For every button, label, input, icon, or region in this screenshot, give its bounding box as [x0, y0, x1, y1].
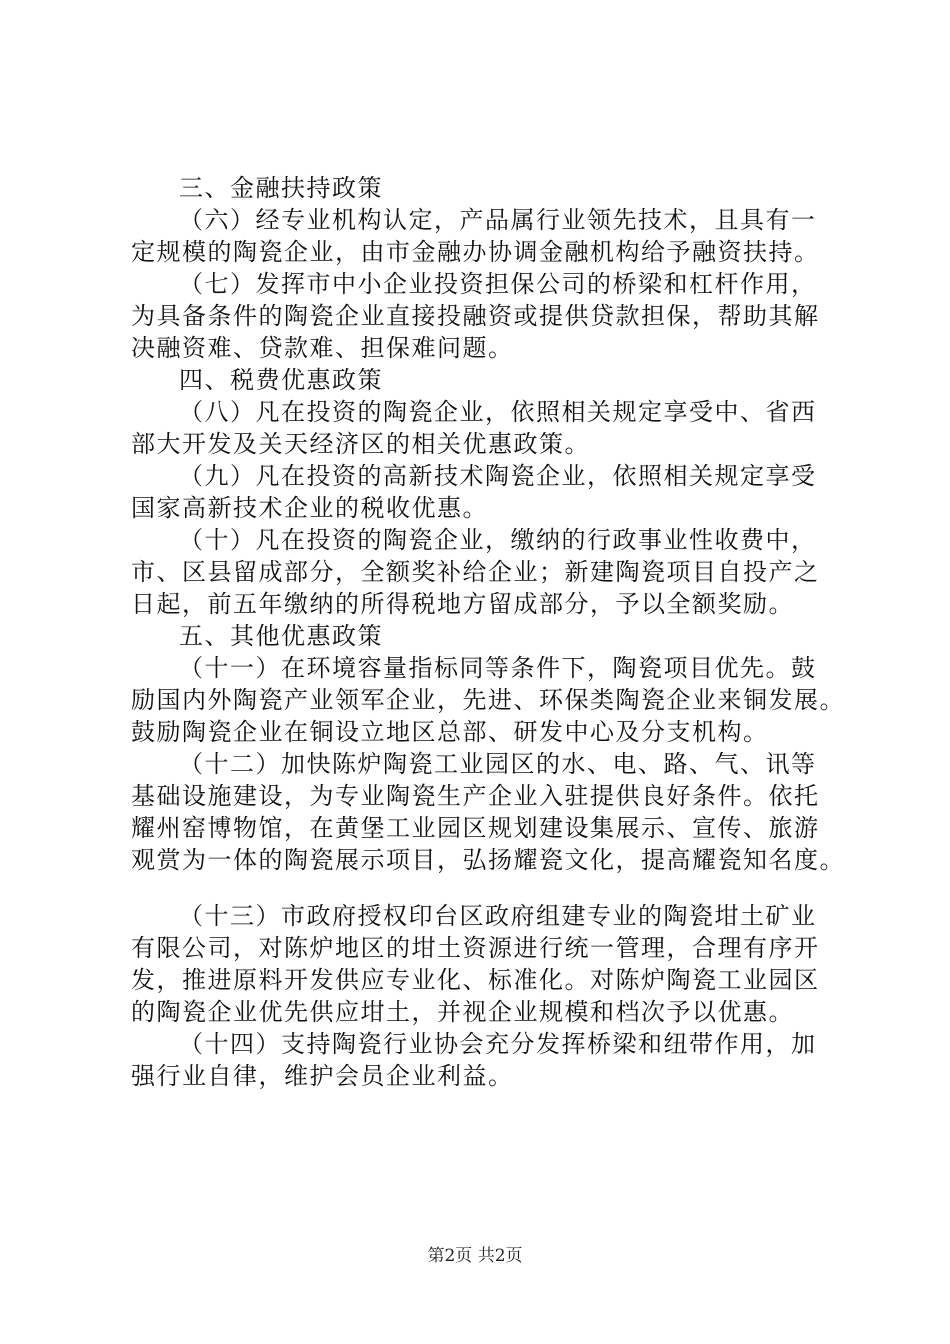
- paragraph-line: 定规模的陶瓷企业，由市金融办协调金融机构给予融资扶持。: [131, 238, 820, 266]
- paragraph-line: 发，推进原料开发供应专业化、标准化。对陈炉陶瓷工业园区: [131, 966, 820, 994]
- page-number-footer: 第2页 共2页: [427, 1246, 523, 1266]
- paragraph-line: （十四）支持陶瓷行业协会充分发挥桥梁和纽带作用，加: [179, 1030, 817, 1058]
- paragraph-line: 鼓励陶瓷企业在铜设立地区总部、研发中心及分支机构。: [131, 718, 769, 746]
- paragraph-line: （十）凡在投资的陶瓷企业，缴纳的行政事业性收费中，: [179, 526, 817, 554]
- paragraph-line: 日起，前五年缴纳的所得税地方留成部分，予以全额奖励。: [131, 590, 794, 618]
- paragraph-line: 有限公司，对陈炉地区的坩土资源进行统一管理，合理有序开: [131, 934, 820, 962]
- paragraph-line: 的陶瓷企业优先供应坩土，并视企业规模和档次予以优惠。: [131, 998, 794, 1026]
- paragraph-line: （十一）在环境容量指标同等条件下，陶瓷项目优先。鼓: [179, 654, 817, 682]
- paragraph-gap: [131, 876, 831, 900]
- paragraph-line: （八）凡在投资的陶瓷企业，依照相关规定享受中、省西: [179, 398, 817, 426]
- paragraph-line: 强行业自律，维护会员企业利益。: [131, 1062, 514, 1090]
- paragraph-line: （六）经专业机构认定，产品属行业领先技术，且具有一: [179, 206, 817, 234]
- paragraph-line: 国家高新技术企业的税收优惠。: [131, 494, 488, 522]
- paragraph-line: 市、区县留成部分，全额奖补给企业；新建陶瓷项目自投产之: [131, 558, 820, 586]
- paragraph-line: （九）凡在投资的高新技术陶瓷企业，依照相关规定享受: [179, 462, 817, 490]
- paragraph-line: （十二）加快陈炉陶瓷工业园区的水、电、路、气、讯等: [179, 750, 817, 778]
- paragraph-line: （十三）市政府授权印台区政府组建专业的陶瓷坩土矿业: [179, 902, 817, 930]
- paragraph-line: 为具备条件的陶瓷企业直接投融资或提供贷款担保，帮助其解: [131, 302, 820, 330]
- document-body: [131, 172, 845, 1092]
- paragraph-line: 部大开发及关天经济区的相关优惠政策。: [131, 430, 590, 458]
- section-heading-other: 五、其他优惠政策: [179, 622, 383, 650]
- section-heading-tax: 四、税费优惠政策: [179, 366, 383, 394]
- paragraph-line: 观赏为一体的陶瓷展示项目，弘扬耀瓷文化，提高耀瓷知名度。: [131, 846, 845, 874]
- section-heading-finance: 三、金融扶持政策: [179, 174, 383, 202]
- paragraph-line: 励国内外陶瓷产业领军企业，先进、环保类陶瓷企业来铜发展。: [131, 686, 845, 714]
- paragraph-line: 基础设施建设，为专业陶瓷生产企业入驻提供良好条件。依托: [131, 782, 820, 810]
- paragraph-line: （七）发挥市中小企业投资担保公司的桥梁和杠杆作用，: [179, 270, 817, 298]
- paragraph-line: 耀州窑博物馆，在黄堡工业园区规划建设集展示、宣传、旅游: [131, 814, 820, 842]
- paragraph-line: 决融资难、贷款难、担保难问题。: [131, 334, 514, 362]
